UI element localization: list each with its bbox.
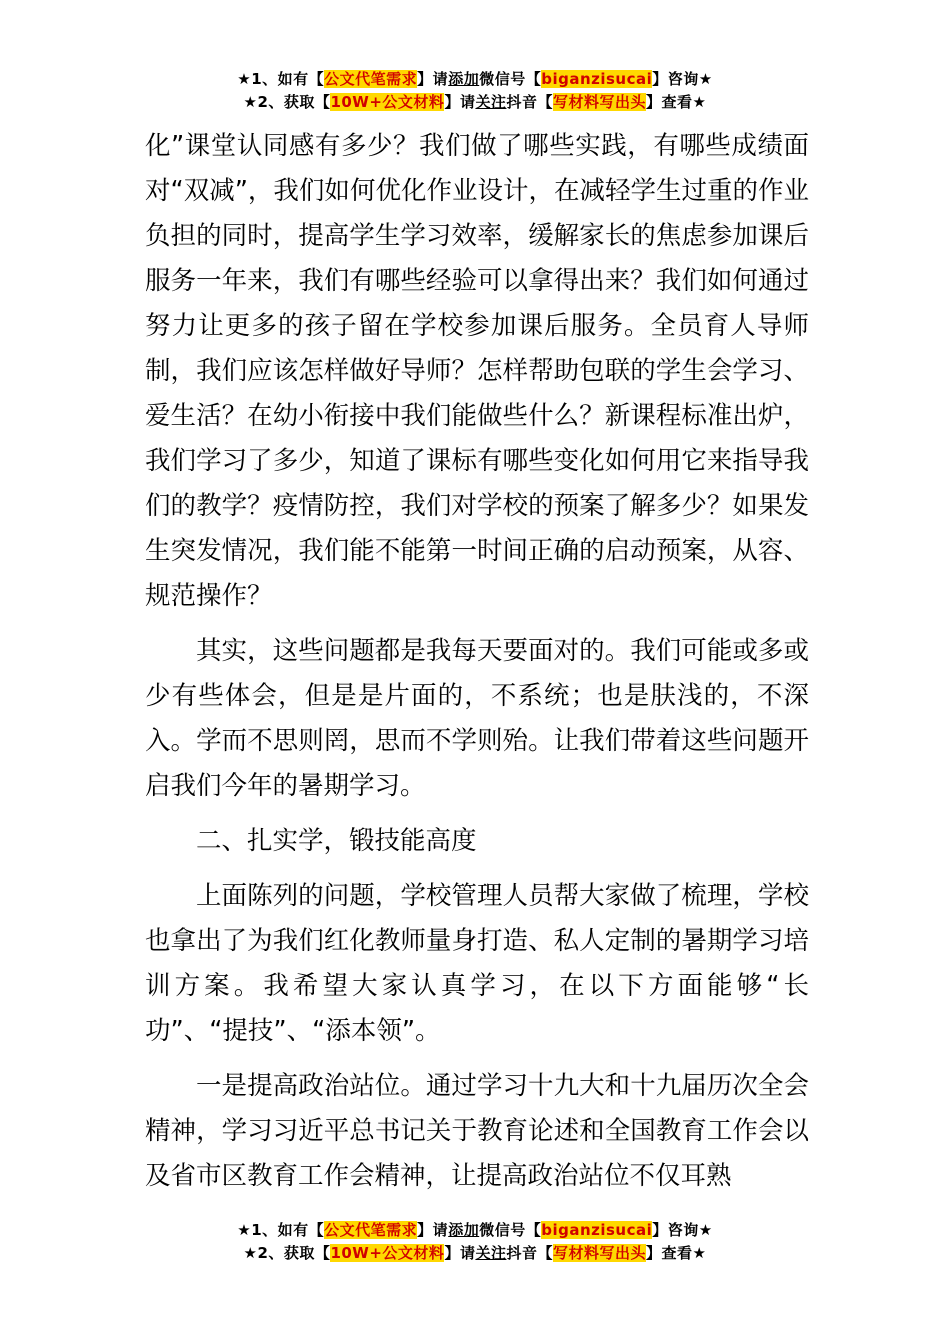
banner-line-2: ★2、获取【10W+公文材料】请关注抖音【写材料写出头】查看★ bbox=[243, 1244, 707, 1262]
document-body bbox=[145, 124, 809, 1199]
banner-line-2: ★2、获取【10W+公文材料】请关注抖音【写材料写出头】查看★ bbox=[243, 93, 707, 111]
paragraph-4: 上面陈列的问题，学校管理人员帮大家做了梳理，学校也拿出了为我们红化教师量身打造、私人定制的暑期学习培训方案。我希望大家认真学习，在以下方面能够“长功”、“提技”、“添本领”。 bbox=[145, 881, 809, 1046]
paragraph-1: 化”课堂认同感有多少？我们做了哪些实践，有哪些成绩面对“双减”，我们如何优化作业设计，在减轻学生过重的作业负担的同时，提高学生学习效率，缓解家长的焦虑参加课后服务一年来，我们有哪些经验可以拿得出来？我们如何通过努力让更多的孩子留在学校参加课后服务。全员育人导师制，我们应该怎样做好导师？怎样帮助包联的学生会学习、爱生活？在幼小衔接中我们能做些什么？新课程标准出炉，我们学习了多少，知道了课标有哪些变化如何用它来指导我们的教学？疫情防控，我们对学校的预案了解多少？如果发生突发情况，我们能不能第一时间正确的启动预案，从容、规范操作？ bbox=[145, 131, 809, 611]
paragraph-2: 其实，这些问题都是我每天要面对的。我们可能或多或少有些体会，但是是片面的，不系统；也是肤浅的，不深入。学而不思则罔，思而不学则殆。让我们带着这些问题开启我们今年的暑期学习。 bbox=[145, 636, 809, 801]
highlight-service: 公文代笔需求 bbox=[324, 70, 418, 88]
banner-line-1: ★1、如有【公文代笔需求】请添加微信号【biganzisucai】咨询★ bbox=[237, 1221, 713, 1239]
section-heading: 二、扎实学，锻技能高度 bbox=[196, 826, 477, 856]
banner-line-1: ★1、如有【公文代笔需求】请添加微信号【biganzisucai】咨询★ bbox=[237, 70, 713, 88]
wechat-id: biganzisucai bbox=[541, 70, 653, 88]
highlight-service: 公文代笔需求 bbox=[324, 1221, 418, 1239]
highlight-materials: 10W+公文材料 bbox=[330, 1244, 445, 1262]
footer-banner bbox=[0, 1219, 950, 1265]
wechat-id: biganzisucai bbox=[541, 1221, 653, 1239]
douyin-account: 写材料写出头 bbox=[552, 1244, 646, 1262]
header-banner bbox=[0, 68, 950, 114]
douyin-account: 写材料写出头 bbox=[552, 93, 646, 111]
paragraph-5: 一是提高政治站位。通过学习十九大和十九届历次全会精神，学习习近平总书记关于教育论述和全国教育工作会以及省市区教育工作会精神，让提高政治站位不仅耳熟 bbox=[145, 1071, 809, 1191]
highlight-materials: 10W+公文材料 bbox=[330, 93, 445, 111]
